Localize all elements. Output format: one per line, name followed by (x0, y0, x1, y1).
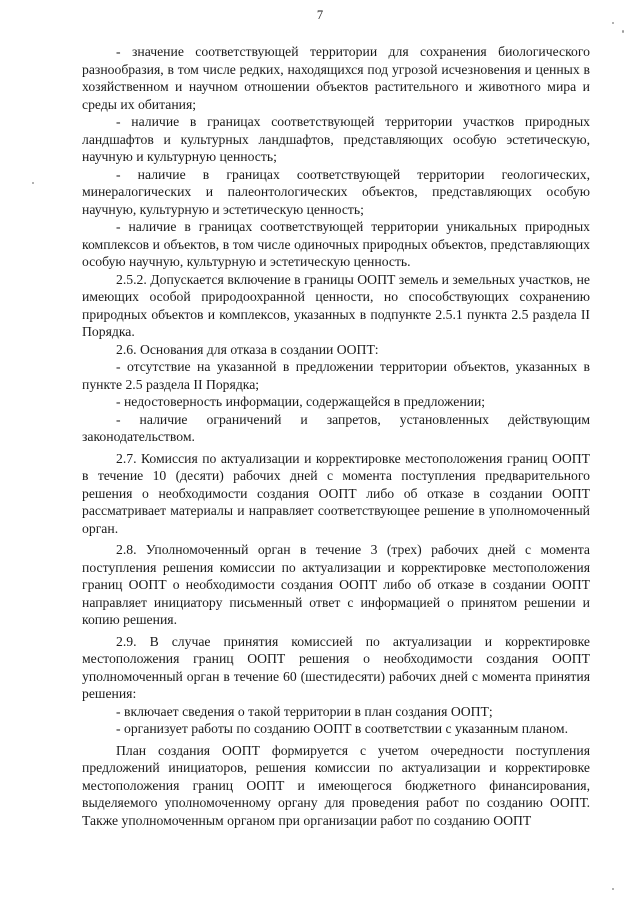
paragraph-plan: План создания ООПТ формируется с учетом очередности поступления предложений инициаторов, решения комиссии по актуализации и корректировке местоположения границ ООПТ и имеющегося бюджетного финансирования, выделяемого уполномоченному органу для проведения работ по созданию ООПТ. Также уполномоченным органом при организации работ по созданию ООПТ (82, 742, 590, 828)
paragraph-2-5-2: 2.5.2. Допускается включение в границы ООПТ земель и земельных участков, не имеющих особой природоохранной ценности, но способствующих сохранению природных объектов и комплексов, указанных в подпункте 2.5.1 пункта 2.5 раздела II Порядка. (82, 271, 590, 339)
paragraph-landscapes: - наличие в границах соответствующей территории участков природных ландшафтов и культурных ландшафтов, представляющих особую эстетическую, научную и культурную ценность; (82, 114, 590, 164)
scan-speck (612, 888, 614, 890)
paragraph-refusal-absence: - отсутствие на указанной в предложении территории объектов, указанных в пункте 2.5 раздела II Порядка; (82, 359, 590, 392)
paragraph-unique-complexes: - наличие в границах соответствующей территории уникальных природных комплексов и объектов, в том числе одиночных природных объектов, представляющих особую научную, культурную и эстетическую ценность. (82, 219, 590, 269)
paragraph-2-9: 2.9. В случае принятия комиссией по актуализации и корректировке местоположения границ ООПТ решения о необходимости создания ООПТ уполномоченный орган в течение 60 (шестидесяти) рабочих дней с момента принятия решения: (82, 633, 590, 701)
paragraph-refusal-restrictions: - наличие ограничений и запретов, установленных действующим законодательством. (82, 411, 590, 444)
paragraph-biodiversity: - значение соответствующей территории для сохранения биологического разнообразия, в том числе редких, находящихся под угрозой исчезновения и ценных в хозяйственном и научном отношении объектов растительного и животного мира и среды их обитания; (82, 44, 590, 112)
scan-speck (32, 182, 34, 184)
paragraph-include-plan: - включает сведения о такой территории в план создания ООПТ; (116, 703, 493, 719)
paragraph-refusal-inaccuracy: - недостоверность информации, содержащейся в предложении; (116, 394, 486, 409)
scan-speck (612, 22, 614, 24)
paragraph-2-7: 2.7. Комиссия по актуализации и корректировке местоположения границ ООПТ в течение 10 (десяти) рабочих дней с момента поступления предварительного решения о необходимости создания ООПТ либо об отказе в создании ООПТ рассматривает материалы и направляет соответствующее решение в уполномоченный орган. (82, 450, 590, 536)
paragraph-geological: - наличие в границах соответствующей территории геологических, минералогических и палеонтологических объектов, представляющих особую научную, культурную и эстетическую ценность; (82, 166, 590, 217)
body-text (82, 43, 590, 829)
scan-speck (622, 30, 624, 33)
page-number: 7 (316, 8, 324, 22)
paragraph-organize-works: - организует работы по созданию ООПТ в соответствии с указанным планом. (116, 721, 568, 736)
paragraph-2-6: 2.6. Основания для отказа в создании ООПТ: (116, 341, 379, 357)
paragraph-2-8: 2.8. Уполномоченный орган в течение 3 (трех) рабочих дней с момента поступления решения комиссии по актуализации и корректировке местоположения границ ООПТ о необходимости создания ООПТ либо об отказе в создании ООПТ направляет инициатору письменный ответ с информацией о принятом решении и копию решения. (82, 542, 590, 627)
